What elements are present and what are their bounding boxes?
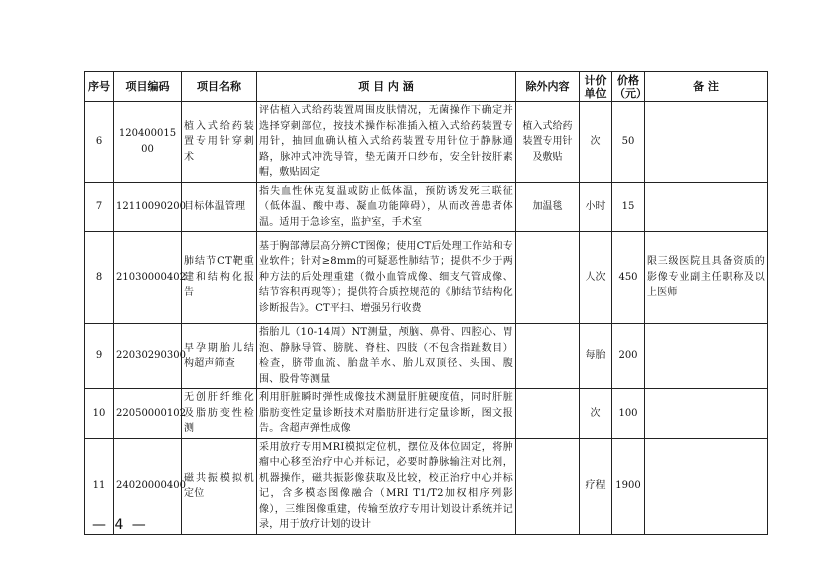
cell-unit: 疗程: [580, 438, 612, 534]
table-row: [85, 102, 768, 183]
cell-seq: 6: [85, 102, 114, 183]
cell-seq: 8: [85, 232, 114, 324]
header-note: 备 注: [645, 72, 768, 102]
table-row: [85, 232, 768, 324]
cell-name: 磁共振模拟机定位: [182, 438, 257, 534]
cell-excluded: [516, 438, 580, 534]
cell-seq: 9: [85, 324, 114, 389]
cell-seq: 10: [85, 389, 114, 439]
cell-seq: 7: [85, 182, 114, 232]
cell-excluded: 加温毯: [516, 182, 580, 232]
header-excluded: 除外内容: [516, 72, 580, 102]
cell-note: [645, 438, 768, 534]
cell-content: 采用放疗专用MRI模拟定位机，摆位及体位固定，将肿瘤中心移至治疗中心并标记，必要时静脉输注对比剂，机器操作，磁共振影像获取及比较，校正治疗中心并标记，含多模态图像融合（MRI T1/T2加权相序列影像），三维图像重建，传输至放疗专用计划设计系统并记录，用于放疗计划的设计: [257, 438, 516, 534]
cell-unit: 人次: [580, 232, 612, 324]
cell-excluded: [516, 232, 580, 324]
cell-name: 植入式给药装置专用针穿刺术: [182, 102, 257, 183]
table-row: [85, 389, 768, 439]
header-unit: 计价单位: [580, 72, 612, 102]
cell-note: [645, 389, 768, 439]
header-name: 项目名称: [182, 72, 257, 102]
cell-code: 12110090200: [114, 182, 182, 232]
cell-price: 15: [612, 182, 645, 232]
table-row: [85, 324, 768, 389]
cell-unit: 小时: [580, 182, 612, 232]
cell-note: [645, 102, 768, 183]
cell-content: 基于胸部薄层高分辨CT图像；使用CT后处理工作站和专业软件；针对≥8mm的可疑恶性肺结节；提供不少于两种方法的后处理重建（微小血管成像、细支气管成像、结节容积再现等）；提供符合质控规范的《肺结节结构化诊断报告》。CT平扫、增强另行收费: [257, 232, 516, 324]
page-number: — 4 —: [92, 517, 148, 533]
cell-unit: 次: [580, 389, 612, 439]
cell-content: 评估植入式给药装置周围皮肤情况，无菌操作下确定并选择穿刺部位，按技术操作标准插入植入式给药装置专用针，抽回血确认植入式给药装置专用针位于静脉通路，脉冲式冲洗导管，垫无菌开口纱布，安全针按肝素帽，敷贴固定: [257, 102, 516, 183]
cell-name: 目标体温管理: [182, 182, 257, 232]
header-content: 项 目 内 涵: [257, 72, 516, 102]
cell-content: 利用肝脏瞬时弹性成像技术测量肝脏硬度值，同时肝脏脂肪变性定量诊断技术对脂肪肝进行定量诊断，图文报告。含超声弹性成像: [257, 389, 516, 439]
cell-excluded: [516, 389, 580, 439]
header-code: 项目编码: [114, 72, 182, 102]
cell-name: 肺结节CT靶重建和结构化报告: [182, 232, 257, 324]
header-seq: 序号: [85, 72, 114, 102]
cell-unit: 次: [580, 102, 612, 183]
cell-code: 21030000402: [114, 232, 182, 324]
cell-name: 早孕期胎儿结构超声筛查: [182, 324, 257, 389]
cell-price: 200: [612, 324, 645, 389]
cell-note: 限三级医院且具备资质的影像专业副主任职称及以上医师: [645, 232, 768, 324]
cell-price: 1900: [612, 438, 645, 534]
cell-price: 50: [612, 102, 645, 183]
table-header-row: [85, 72, 768, 102]
cell-name: 无创肝纤维化及脂肪变性检测: [182, 389, 257, 439]
cell-note: [645, 324, 768, 389]
cell-price: 450: [612, 232, 645, 324]
table-row: [85, 182, 768, 232]
cell-content: 指失血性休克复温或防止低体温，预防诱发死三联征（低体温、酸中毒、凝血功能障碍），从而改善患者体温。适用于急诊室，监护室，手术室: [257, 182, 516, 232]
cell-excluded: [516, 324, 580, 389]
cell-excluded: 植入式给药装置专用针及敷贴: [516, 102, 580, 183]
cell-code: 22050000102: [114, 389, 182, 439]
header-price: 价格（元）: [612, 72, 645, 102]
price-table: [84, 71, 768, 535]
cell-seq: 11: [85, 438, 114, 534]
cell-content: 指胎儿（10-14周）NT测量，颅脑、鼻骨、四腔心、胃泡、静脉导管、膀胱、脊柱、四肢（不包含指趾数目）检查，脐带血流、胎盘羊水、胎儿双顶径、头围、腹围、股骨等测量: [257, 324, 516, 389]
table-row: [85, 438, 768, 534]
cell-code: 120400015​00: [114, 102, 182, 183]
cell-note: [645, 182, 768, 232]
cell-unit: 每胎: [580, 324, 612, 389]
cell-price: 100: [612, 389, 645, 439]
cell-code: 24020000400: [114, 438, 182, 534]
cell-code: 22030290300: [114, 324, 182, 389]
